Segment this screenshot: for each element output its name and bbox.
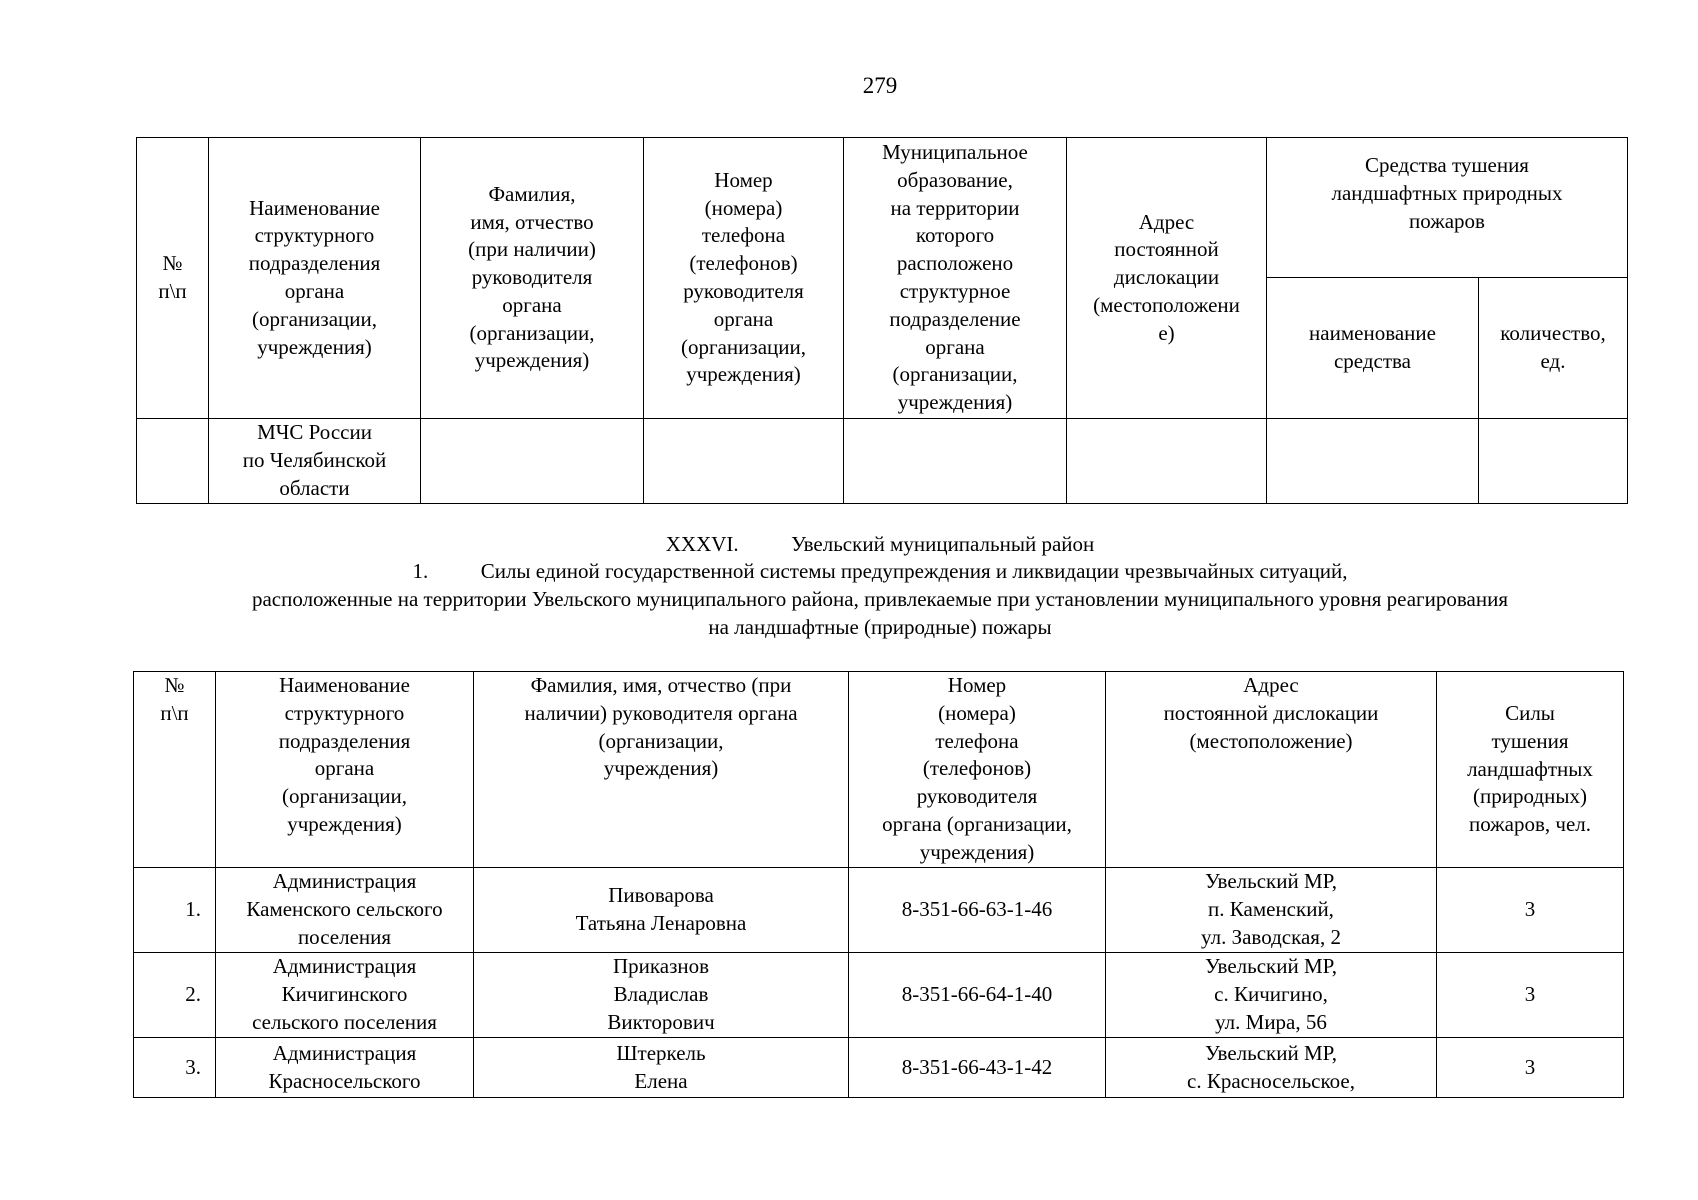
text-line: имя, отчество [470, 209, 594, 234]
text-line: структурного [254, 223, 375, 248]
text-line: подразделение [889, 306, 1021, 331]
text-line: органа [713, 306, 774, 331]
text-line: постоянной дислокации [1163, 700, 1379, 725]
mchs-table [136, 137, 1628, 504]
text-line: структурного [284, 700, 405, 725]
text-line: учреждения) [919, 839, 1035, 864]
text-line: учреждения) [474, 348, 590, 373]
text-line: Приказнов [612, 954, 710, 979]
text-line: Пивоварова [608, 883, 714, 908]
address [1106, 953, 1437, 1038]
text-line: п\п [160, 700, 189, 725]
text-line: которого [915, 223, 995, 248]
text-line: на территории [890, 195, 1020, 220]
text-line: (местоположение) [1189, 728, 1353, 753]
text-line: Увельский МР, [1205, 954, 1337, 979]
text-line: руководителя [916, 784, 1038, 809]
header-forces [1437, 672, 1624, 868]
text-line: пожаров, чел. [1468, 812, 1592, 837]
text-line: с. Красносельское, [1187, 1068, 1355, 1093]
table-row [137, 419, 1628, 504]
forces-count: 3 [1437, 953, 1624, 1038]
text-line: (номера) [938, 700, 1016, 725]
header-fio [421, 138, 644, 419]
text-line: ландшафтных [1467, 756, 1593, 781]
text-line: учреждения) [257, 334, 372, 359]
text-line: пожаров [1409, 208, 1485, 233]
header-num [137, 138, 209, 419]
text-line: (местоположени [1093, 292, 1240, 317]
text-line: наличии) руководителя органа [524, 700, 798, 725]
header-fio [474, 672, 849, 868]
header-phone [849, 672, 1106, 868]
text-line: е) [1158, 320, 1175, 345]
head-name [474, 953, 849, 1038]
row-num: 3. [134, 1038, 216, 1098]
org-name [216, 953, 474, 1038]
text-line: области [279, 475, 350, 500]
text-line: органа [925, 334, 985, 359]
header-name [209, 138, 421, 419]
text-line: Увельский МР, [1205, 1040, 1337, 1065]
text-line: Увельский МР, [1205, 869, 1337, 894]
header-means-name [1267, 278, 1479, 419]
text-line: Администрация [272, 954, 417, 979]
row-num: 1. [134, 868, 216, 953]
text-line: (телефонов) [922, 756, 1032, 781]
text-line: руководителя [471, 265, 593, 290]
text-line: ландшафтных природных [1331, 180, 1563, 205]
text-line: Кичигинского [281, 982, 408, 1007]
text-line: № [162, 251, 183, 276]
text-line: органа [284, 279, 345, 303]
text-line: ул. Заводская, 2 [1201, 924, 1341, 949]
text-line: учреждения) [686, 362, 801, 387]
text-line: (организации, [681, 334, 806, 359]
text-line: ед. [1540, 349, 1566, 373]
text-line: Силы [1505, 701, 1555, 725]
phone: 8-351-66-63-1-46 [849, 868, 1106, 953]
text-line: Каменского сельского [246, 897, 443, 922]
text-line: Средства тушения [1365, 153, 1529, 177]
head-name [474, 868, 849, 953]
text-line: телефона [701, 223, 786, 248]
header-means [1267, 138, 1628, 278]
org-name [209, 419, 421, 504]
text-line: органа (организации, [882, 811, 1072, 836]
text-line: Наименование [279, 673, 410, 697]
text-line: Муниципальное [882, 140, 1028, 165]
text-line: Администрация [272, 869, 417, 894]
text-line: по Челябинской [242, 448, 387, 473]
text-line: МЧС России [257, 420, 372, 445]
text-line: дислокации [1113, 265, 1220, 290]
text-line: Администрация [272, 1040, 417, 1065]
text-line: Адрес [1243, 673, 1299, 697]
text-line: образование, [897, 167, 1013, 192]
section-roman: XXXVI. [665, 532, 739, 556]
head-name [474, 1038, 849, 1098]
subsection-line3: на ландшафтные (природные) пожары [708, 615, 1052, 639]
header-num [134, 672, 216, 868]
header-address [1067, 138, 1267, 419]
text-line: п\п [158, 279, 187, 303]
org-name [216, 1038, 474, 1098]
header-name [216, 672, 474, 868]
text-line: средства [1333, 349, 1411, 373]
text-line: учреждения) [897, 390, 1013, 415]
text-line: с. Кичигино, [1214, 982, 1328, 1007]
text-line: Адрес [1138, 209, 1195, 234]
text-line: (организации, [892, 362, 1018, 387]
table-row [134, 1038, 1624, 1098]
text-line: Татьяна Ленаровна [575, 911, 747, 935]
forces-count: 3 [1437, 1038, 1624, 1098]
text-line: (при наличии) [468, 237, 596, 262]
header-municipality [844, 138, 1067, 419]
section-title: Увельский муниципальный район [791, 532, 1095, 556]
text-line: п. Каменский, [1208, 897, 1334, 922]
text-line: (номера) [704, 195, 783, 220]
subsection-line2: расположенные на территории Увельского муниципального района, привлекаемые при установлении муниципального уровня реагирования [251, 587, 1509, 611]
text-line: ул. Мира, 56 [1215, 1009, 1327, 1034]
forces-count: 3 [1437, 868, 1624, 953]
text-line: органа [502, 292, 562, 317]
text-line: телефона [935, 728, 1019, 753]
text-line: № [164, 673, 185, 697]
row-num: 2. [134, 953, 216, 1038]
text-line: наименование [1309, 321, 1436, 346]
header-means-qty [1479, 278, 1628, 419]
text-line: (природных) [1473, 784, 1587, 809]
text-line: Елена [634, 1068, 688, 1093]
header-phone [644, 138, 844, 419]
subsection-text: Силы единой государственной системы предупреждения и ликвидации чрезвычайных ситуаций, [480, 559, 1348, 583]
text-line: (организации, [252, 306, 377, 331]
address [1106, 868, 1437, 953]
header-address [1106, 672, 1437, 868]
text-line: Фамилия, [488, 181, 576, 206]
text-line: учреждения) [287, 811, 402, 836]
text-line: органа [314, 756, 375, 781]
text-line: Фамилия, имя, отчество (при [530, 673, 792, 697]
phone: 8-351-66-64-1-40 [849, 953, 1106, 1038]
text-line: сельского поселения [252, 1009, 437, 1034]
text-line: поселения [297, 924, 392, 949]
text-line: (организации, [282, 784, 407, 809]
text-line: подразделения [248, 251, 381, 276]
text-line: постоянной [1114, 237, 1219, 262]
text-line: Владислав [613, 982, 709, 1007]
text-line: Номер [947, 673, 1007, 697]
text-line: расположено [896, 251, 1014, 276]
text-line: (организации, [598, 728, 724, 753]
text-line: Штеркель [616, 1040, 706, 1065]
text-line: подразделения [278, 728, 411, 753]
text-line: Наименование [249, 195, 380, 220]
table-row [134, 953, 1624, 1038]
text-line: Номер [714, 167, 773, 192]
section-heading [0, 531, 1698, 559]
text-line: Викторович [607, 1009, 715, 1034]
phone: 8-351-66-43-1-42 [849, 1038, 1106, 1098]
subsection-line1 [0, 558, 1698, 586]
page-number: 279 [862, 73, 898, 98]
text-line: тушения [1491, 728, 1569, 753]
text-line: Красносельского [268, 1068, 421, 1093]
text-line: (телефонов) [689, 251, 798, 276]
org-name [216, 868, 474, 953]
text-line: структурное [899, 279, 1011, 303]
text-line: количество, [1500, 321, 1606, 346]
text-line: (организации, [469, 320, 595, 345]
subsection-num: 1. [412, 559, 429, 583]
forces-table [133, 671, 1624, 1098]
text-line: учреждения) [603, 756, 719, 781]
text-line: руководителя [683, 279, 804, 303]
table-row [134, 868, 1624, 953]
address [1106, 1038, 1437, 1098]
